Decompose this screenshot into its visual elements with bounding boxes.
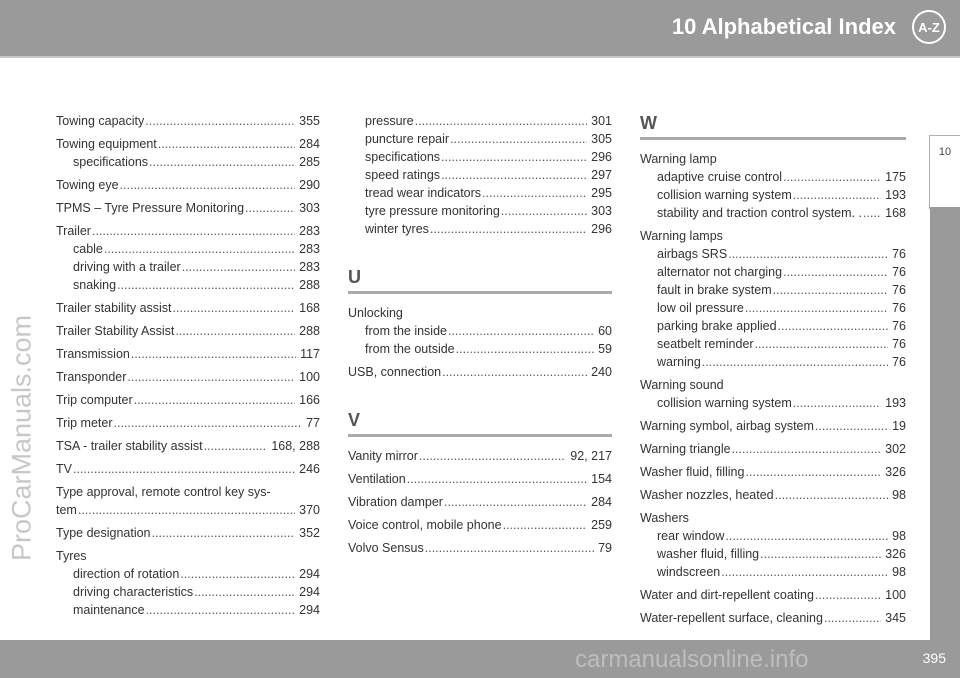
leader-dots <box>775 486 888 504</box>
page-number: 395 <box>922 650 946 666</box>
chapter-tab[interactable] <box>929 135 960 209</box>
index-entry-line <box>640 376 906 394</box>
entry-term: Towing eye <box>56 178 119 192</box>
index-entry <box>56 299 320 317</box>
page-ref[interactable]: 100 <box>885 588 906 602</box>
index-entry-line <box>348 470 612 488</box>
index-subentry <box>640 394 906 412</box>
index-entry <box>640 509 906 581</box>
page-ref[interactable]: 259 <box>591 518 612 532</box>
leader-dots <box>450 130 587 148</box>
subentry-term: alternator not charging <box>657 265 783 279</box>
subentry-term: warning <box>657 355 701 369</box>
index-entry-line <box>640 609 906 627</box>
index-entry-line <box>640 150 906 168</box>
page-ref[interactable]: 283 <box>299 224 320 238</box>
leader-dots <box>721 563 888 581</box>
index-entry <box>640 586 906 604</box>
page-ref[interactable]: 59 <box>598 342 612 356</box>
leader-dots <box>117 276 295 294</box>
entry-term: Washer fluid, filling <box>640 465 745 479</box>
leader-dots <box>415 112 588 130</box>
index-subentry <box>640 527 906 545</box>
entry-term: Volvo Sensus <box>348 541 424 555</box>
leader-dots <box>456 340 594 358</box>
subentry-term: winter tyres <box>365 222 429 236</box>
leader-dots <box>793 394 881 412</box>
index-entry <box>640 417 906 435</box>
subentry-term: direction of rotation <box>73 567 180 581</box>
page-ref[interactable]: 355 <box>299 114 320 128</box>
section-divider <box>348 434 612 437</box>
page-ref[interactable]: 297 <box>591 168 612 182</box>
page-ref[interactable]: 76 <box>892 337 906 351</box>
page-ref[interactable]: 98 <box>892 565 906 579</box>
entry-term: Warning lamps <box>640 229 723 243</box>
index-subentry <box>640 245 906 263</box>
index-subentry <box>640 353 906 371</box>
leader-dots <box>441 148 587 166</box>
index-section <box>640 112 906 627</box>
section-divider <box>348 291 612 294</box>
section-letter: W <box>640 113 657 133</box>
header-divider <box>0 56 960 58</box>
index-entry-line <box>56 437 320 455</box>
leader-dots <box>152 524 296 542</box>
subentry-term: cable <box>73 242 103 256</box>
page-ref[interactable]: 303 <box>591 204 612 218</box>
index-subentry <box>348 112 612 130</box>
index-entry <box>640 440 906 458</box>
entry-term: Warning triangle <box>640 442 731 456</box>
index-subentry <box>56 601 320 619</box>
index-entry-line <box>348 447 612 465</box>
entry-term: Trailer <box>56 224 91 238</box>
index-entry <box>640 463 906 481</box>
index-subentry <box>640 299 906 317</box>
page-ref[interactable]: 175 <box>885 170 906 184</box>
leader-dots <box>204 437 268 455</box>
leader-dots <box>158 135 295 153</box>
index-subentry <box>640 186 906 204</box>
subentry-term: collision warning system <box>657 188 792 202</box>
leader-dots <box>92 222 295 240</box>
entry-term: Type approval, remote control key sys- <box>56 485 271 499</box>
index-subentry <box>56 276 320 294</box>
entry-term: Warning symbol, airbag system <box>640 419 814 433</box>
page-footer <box>0 640 960 678</box>
index-entry <box>348 363 612 381</box>
index-subentry <box>640 281 906 299</box>
index-subentry <box>56 583 320 601</box>
page-ref[interactable]: 284 <box>299 137 320 151</box>
index-entry-line <box>640 440 906 458</box>
subentry-term: driving with a trailer <box>73 260 181 274</box>
leader-dots <box>407 470 587 488</box>
index-entry <box>56 368 320 386</box>
index-subentry <box>56 240 320 258</box>
index-entry-line <box>348 304 612 322</box>
page-ref[interactable]: 246 <box>299 462 320 476</box>
index-entry <box>348 304 612 358</box>
index-entry-line <box>56 524 320 542</box>
subentry-term: tread wear indicators <box>365 186 482 200</box>
entry-term: TSA - trailer stability assist <box>56 439 203 453</box>
page-ref[interactable]: 326 <box>885 547 906 561</box>
index-entry-line <box>640 417 906 435</box>
leader-dots <box>419 447 566 465</box>
index-entry-line <box>56 135 320 153</box>
index-column-1 <box>56 112 320 624</box>
leader-dots <box>73 460 295 478</box>
entry-term: Water-repellent surface, cleaning <box>640 611 823 625</box>
entry-term: Unlocking <box>348 306 403 320</box>
index-entry <box>348 493 612 511</box>
subentry-term: from the outside <box>365 342 455 356</box>
page-ref[interactable]: 240 <box>591 365 612 379</box>
subentry-term: from the inside <box>365 324 447 338</box>
entry-term: Trailer stability assist <box>56 301 172 315</box>
index-section <box>348 409 612 557</box>
index-entry-line <box>348 493 612 511</box>
page-ref[interactable]: 77 <box>306 416 320 430</box>
alphabetical-index-icon: A-Z <box>912 10 946 44</box>
subentry-term: airbags SRS <box>657 247 728 261</box>
page-ref[interactable]: 117 <box>300 347 320 361</box>
index-entry-line <box>640 586 906 604</box>
page-ref[interactable]: 168 <box>885 206 906 220</box>
page-ref[interactable]: 285 <box>299 155 320 169</box>
index-entry <box>56 460 320 478</box>
entry-term: tem <box>56 503 77 517</box>
leader-dots <box>783 263 888 281</box>
entry-term: Washers <box>640 511 689 525</box>
index-subentry <box>640 335 906 353</box>
entry-term: Water and dirt-repellent coating <box>640 588 814 602</box>
page-header <box>0 0 960 56</box>
subentry-term: collision warning system <box>657 396 792 410</box>
leader-dots <box>173 299 296 317</box>
index-entry-line <box>56 176 320 194</box>
index-subentry <box>56 565 320 583</box>
page-ref[interactable]: 19 <box>892 419 906 433</box>
index-entry <box>56 437 320 455</box>
page-ref[interactable]: 76 <box>892 301 906 315</box>
subentry-term: driving characteristics <box>73 585 194 599</box>
leader-dots <box>783 168 881 186</box>
page-ref[interactable]: 168 <box>299 301 320 315</box>
leader-dots <box>503 516 588 534</box>
subentry-term: washer fluid, filling <box>657 547 760 561</box>
index-entry <box>348 112 612 238</box>
entry-term: Transmission <box>56 347 130 361</box>
subentry-term: adaptive cruise control <box>657 170 783 184</box>
page-ref[interactable]: 166 <box>299 393 320 407</box>
index-entry-line <box>348 363 612 381</box>
leader-dots <box>441 166 587 184</box>
index-entry <box>348 447 612 465</box>
subentry-term: seatbelt reminder <box>657 337 754 351</box>
index-entry-line <box>640 463 906 481</box>
index-entry-line <box>56 222 320 240</box>
leader-dots <box>182 258 295 276</box>
page-ref[interactable]: 296 <box>591 150 612 164</box>
index-entry-line <box>56 547 320 565</box>
leader-dots <box>425 539 594 557</box>
page-ref[interactable]: 98 <box>892 529 906 543</box>
entry-term: Trip meter <box>56 416 113 430</box>
index-subentry <box>640 204 906 222</box>
index-entry-line <box>56 501 320 519</box>
leader-dots <box>760 545 881 563</box>
index-entry <box>56 483 320 519</box>
subentry-term: low oil pressure <box>657 301 744 315</box>
leader-dots <box>194 583 295 601</box>
index-entry-line <box>348 539 612 557</box>
bottom-watermark: carmanualsonline.info <box>575 646 809 673</box>
chapter-title: 10 Alphabetical Index <box>671 14 896 39</box>
subentry-term: snaking <box>73 278 117 292</box>
entry-term: Towing equipment <box>56 137 157 151</box>
index-column-3 <box>640 112 906 632</box>
leader-dots <box>120 176 296 194</box>
leader-dots <box>745 299 888 317</box>
entry-term: Ventilation <box>348 472 406 486</box>
leader-dots <box>725 527 888 545</box>
index-entry-line <box>56 112 320 130</box>
subentry-term: fault in brake system <box>657 283 772 297</box>
index-subentry <box>56 258 320 276</box>
page-ref[interactable]: 295 <box>591 186 612 200</box>
page-ref[interactable]: 284 <box>591 495 612 509</box>
page-ref[interactable]: 288 <box>299 278 320 292</box>
entry-term: Washer nozzles, heated <box>640 488 774 502</box>
leader-dots <box>755 335 889 353</box>
index-subentry <box>56 153 320 171</box>
subentry-term: windscreen <box>657 565 721 579</box>
section-letter: U <box>348 267 361 287</box>
index-entry <box>56 524 320 542</box>
leader-dots <box>175 322 295 340</box>
index-entry <box>56 547 320 619</box>
leader-dots <box>448 322 594 340</box>
index-subentry <box>348 184 612 202</box>
index-entry-line <box>640 509 906 527</box>
index-column-2 <box>348 112 612 562</box>
subentry-term: puncture repair <box>365 132 450 146</box>
subentry-term: specifications <box>365 150 441 164</box>
index-subentry <box>640 317 906 335</box>
leader-dots <box>78 501 295 519</box>
subentry-term: rear window <box>657 529 725 543</box>
page-ref[interactable]: 76 <box>892 265 906 279</box>
leader-dots <box>793 186 881 204</box>
side-watermark-text: ProCarManuals.com <box>6 314 37 562</box>
index-entry <box>640 486 906 504</box>
index-entry-line <box>640 486 906 504</box>
page-ref[interactable]: 154 <box>591 472 612 486</box>
entry-term: Voice control, mobile phone <box>348 518 502 532</box>
chapter-side-band <box>930 207 960 647</box>
index-entry <box>56 345 320 363</box>
index-entry <box>348 470 612 488</box>
subentry-term: parking brake applied <box>657 319 777 333</box>
leader-dots <box>863 204 881 222</box>
index-entry <box>56 322 320 340</box>
entry-term: Type designation <box>56 526 151 540</box>
leader-dots <box>131 345 296 363</box>
subentry-term: stability and traction control system. . <box>657 206 862 220</box>
index-entry <box>56 199 320 217</box>
page-ref[interactable]: 302 <box>885 442 906 456</box>
entry-term: Warning sound <box>640 378 724 392</box>
side-watermark <box>2 228 42 648</box>
index-entry-line <box>56 199 320 217</box>
index-subentry <box>348 340 612 358</box>
page-ref[interactable]: 283 <box>299 242 320 256</box>
index-subentry <box>348 148 612 166</box>
index-entry-line <box>56 299 320 317</box>
leader-dots <box>501 202 587 220</box>
leader-dots <box>127 368 295 386</box>
entry-term: Trailer Stability Assist <box>56 324 175 338</box>
entry-term: TPMS – Tyre Pressure Monitoring <box>56 201 245 215</box>
page-ref[interactable]: 92, 217 <box>570 449 612 463</box>
page-ref[interactable]: 345 <box>885 611 906 625</box>
index-subentry <box>640 168 906 186</box>
leader-dots <box>114 414 303 432</box>
subentry-term: maintenance <box>73 603 145 617</box>
index-entry <box>56 414 320 432</box>
index-subentry <box>348 130 612 148</box>
leader-dots <box>134 391 295 409</box>
page-ref[interactable]: 370 <box>299 503 320 517</box>
index-entry <box>640 227 906 371</box>
page-ref[interactable]: 76 <box>892 319 906 333</box>
page-ref[interactable]: 76 <box>892 247 906 261</box>
index-entry <box>348 516 612 534</box>
leader-dots <box>824 609 881 627</box>
page-ref[interactable]: 60 <box>598 324 612 338</box>
entry-term: USB, connection <box>348 365 442 379</box>
page-ref[interactable]: 98 <box>892 488 906 502</box>
index-entry-line <box>640 227 906 245</box>
page-ref[interactable]: 100 <box>299 370 320 384</box>
leader-dots <box>778 317 889 335</box>
index-entry <box>56 391 320 409</box>
index-subentry <box>640 563 906 581</box>
subentry-term: pressure <box>365 114 414 128</box>
page-ref[interactable]: 352 <box>299 526 320 540</box>
page-ref[interactable]: 294 <box>299 603 320 617</box>
index-entry-line <box>348 516 612 534</box>
entry-term: Vanity mirror <box>348 449 418 463</box>
index-entry <box>348 539 612 557</box>
section-divider <box>640 137 906 140</box>
chapter-tab-label: 10 <box>938 146 952 158</box>
page-ref[interactable]: 301 <box>591 114 612 128</box>
leader-dots <box>444 493 587 511</box>
page-ref[interactable]: 296 <box>591 222 612 236</box>
entry-term: Warning lamp <box>640 152 717 166</box>
index-section <box>348 266 612 381</box>
page-ref[interactable]: 76 <box>892 283 906 297</box>
index-subentry <box>640 545 906 563</box>
leader-dots <box>430 220 587 238</box>
index-subentry <box>348 166 612 184</box>
index-subentry <box>348 202 612 220</box>
leader-dots <box>104 240 295 258</box>
index-entry <box>640 376 906 412</box>
index-entry <box>56 222 320 294</box>
page-ref[interactable]: 290 <box>299 178 320 192</box>
page-ref[interactable]: 288 <box>299 324 320 338</box>
leader-dots <box>815 586 881 604</box>
subentry-term: tyre pressure monitoring <box>365 204 500 218</box>
page-ref[interactable]: 283 <box>299 260 320 274</box>
page-ref[interactable]: 168, 288 <box>271 439 320 453</box>
leader-dots <box>149 153 295 171</box>
page-ref[interactable]: 79 <box>598 541 612 555</box>
index-entry-line <box>56 368 320 386</box>
entry-term: TV <box>56 462 72 476</box>
index-entry-line <box>56 322 320 340</box>
leader-dots <box>442 363 587 381</box>
page-ref[interactable]: 76 <box>892 355 906 369</box>
index-entry <box>640 609 906 627</box>
subentry-term: specifications <box>73 155 149 169</box>
leader-dots <box>145 112 295 130</box>
index-subentry <box>348 220 612 238</box>
entry-term: Tyres <box>56 549 87 563</box>
index-subentry <box>640 263 906 281</box>
entry-term: Transponder <box>56 370 127 384</box>
leader-dots <box>745 463 881 481</box>
leader-dots <box>245 199 295 217</box>
index-entry <box>56 112 320 130</box>
leader-dots <box>180 565 295 583</box>
index-subentry <box>348 322 612 340</box>
page-ref[interactable]: 326 <box>885 465 906 479</box>
leader-dots <box>702 353 888 371</box>
page-ref[interactable]: 305 <box>591 132 612 146</box>
index-entry <box>56 135 320 171</box>
leader-dots <box>773 281 888 299</box>
entry-term: Trip computer <box>56 393 133 407</box>
page-ref[interactable]: 294 <box>299 567 320 581</box>
page-ref[interactable]: 193 <box>885 396 906 410</box>
leader-dots <box>728 245 888 263</box>
subentry-term: speed ratings <box>365 168 441 182</box>
index-entry-line <box>56 345 320 363</box>
page-ref[interactable]: 303 <box>299 201 320 215</box>
page-ref[interactable]: 294 <box>299 585 320 599</box>
leader-dots <box>482 184 587 202</box>
index-entry-line <box>56 414 320 432</box>
section-letter: V <box>348 410 361 430</box>
index-entry <box>640 150 906 222</box>
leader-dots <box>146 601 296 619</box>
leader-dots <box>815 417 888 435</box>
index-entry-line <box>56 460 320 478</box>
index-entry-line <box>56 391 320 409</box>
entry-term: Vibration damper <box>348 495 443 509</box>
page-ref[interactable]: 193 <box>885 188 906 202</box>
entry-term: Towing capacity <box>56 114 145 128</box>
leader-dots <box>732 440 882 458</box>
index-entry <box>56 176 320 194</box>
